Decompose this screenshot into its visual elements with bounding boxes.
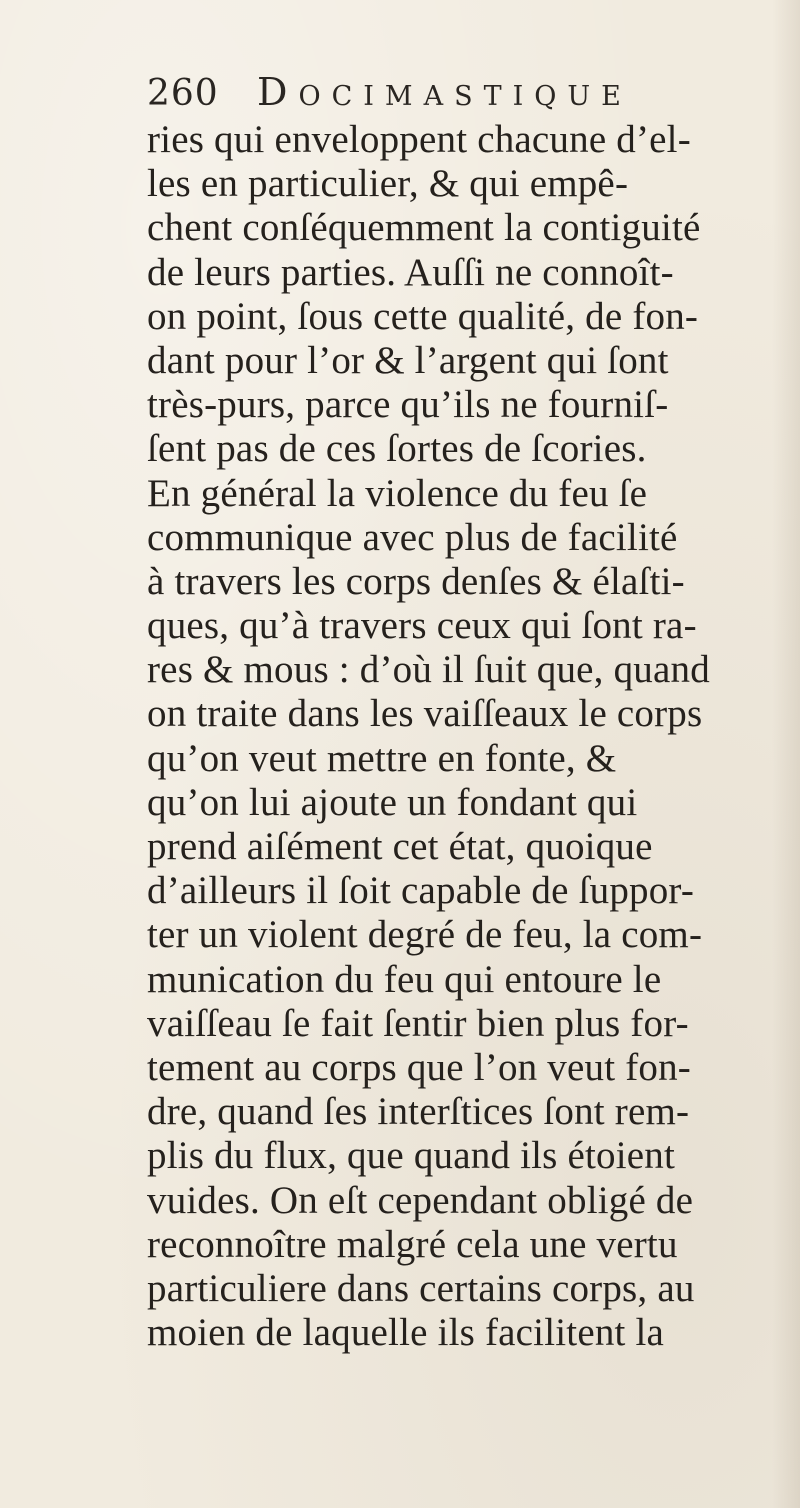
text-line-7: très-purs, parce qu’ils ne fourniſ- xyxy=(147,383,669,427)
text-line-27: particuliere dans certains corps, au xyxy=(147,1266,695,1310)
text-line-12: ques, qu’à travers ceux qui ſont ra- xyxy=(147,604,697,648)
page-header xyxy=(147,70,667,120)
text-line-10: communique avec plus de facilité xyxy=(147,515,678,559)
running-head: Docimastique xyxy=(257,70,632,114)
text-line-28: moien de laquelle ils facilitent la xyxy=(147,1311,665,1355)
text-line-18: d’ailleurs il ſoit capable de ſuppor- xyxy=(147,869,695,913)
text-line-23: dre, quand ſes interſtices ſont rem- xyxy=(147,1090,690,1134)
text-line-24: plis du flux, que quand ils étoient xyxy=(147,1134,676,1178)
body-text xyxy=(147,118,767,1355)
text-line-1: ries qui enveloppent chacune d’el- xyxy=(147,118,691,161)
text-line-16: qu’on lui ajoute un fondant qui xyxy=(147,780,638,824)
text-line-14: on traite dans les vaiſſeaux le corps xyxy=(147,692,703,736)
text-line-26: reconnoître malgré cela une vertu xyxy=(147,1222,678,1266)
text-line-17: prend aiſément cet état, quoique xyxy=(147,825,653,868)
text-line-21: vaiſſeau ſe fait ſentir bien plus for- xyxy=(147,1001,689,1045)
page-edge-shadow xyxy=(772,0,800,1508)
text-line-8: ſent pas de ces ſortes de ſcories. xyxy=(147,427,647,471)
text-line-19: ter un violent degré de feu, la com- xyxy=(147,913,703,957)
text-line-4: de leurs parties. Auſſi ne connoît- xyxy=(147,250,674,294)
text-line-3: chent conſéquemment la contiguité xyxy=(147,206,701,250)
text-line-2: les en particulier, & qui empê- xyxy=(147,162,629,206)
text-line-5: on point, ſous cette qualité, de fon- xyxy=(147,294,699,338)
text-line-6: dant pour l’or & l’argent qui ſont xyxy=(147,338,669,382)
text-line-9: En général la violence du feu ſe xyxy=(147,471,648,515)
page-number: 260 xyxy=(147,73,219,114)
text-line-22: tement au corps que l’on veut fon- xyxy=(147,1045,691,1089)
text-line-20: munication du feu qui entoure le xyxy=(147,957,662,1001)
text-line-25: vuides. On eſt cependant obligé de xyxy=(147,1178,694,1222)
text-line-15: qu’on veut mettre en fonte, & xyxy=(147,736,617,780)
text-line-11: à travers les corps denſes & élaſti- xyxy=(147,559,685,603)
text-line-13: res & mous : d’où il ſuit que, quand xyxy=(147,648,710,692)
